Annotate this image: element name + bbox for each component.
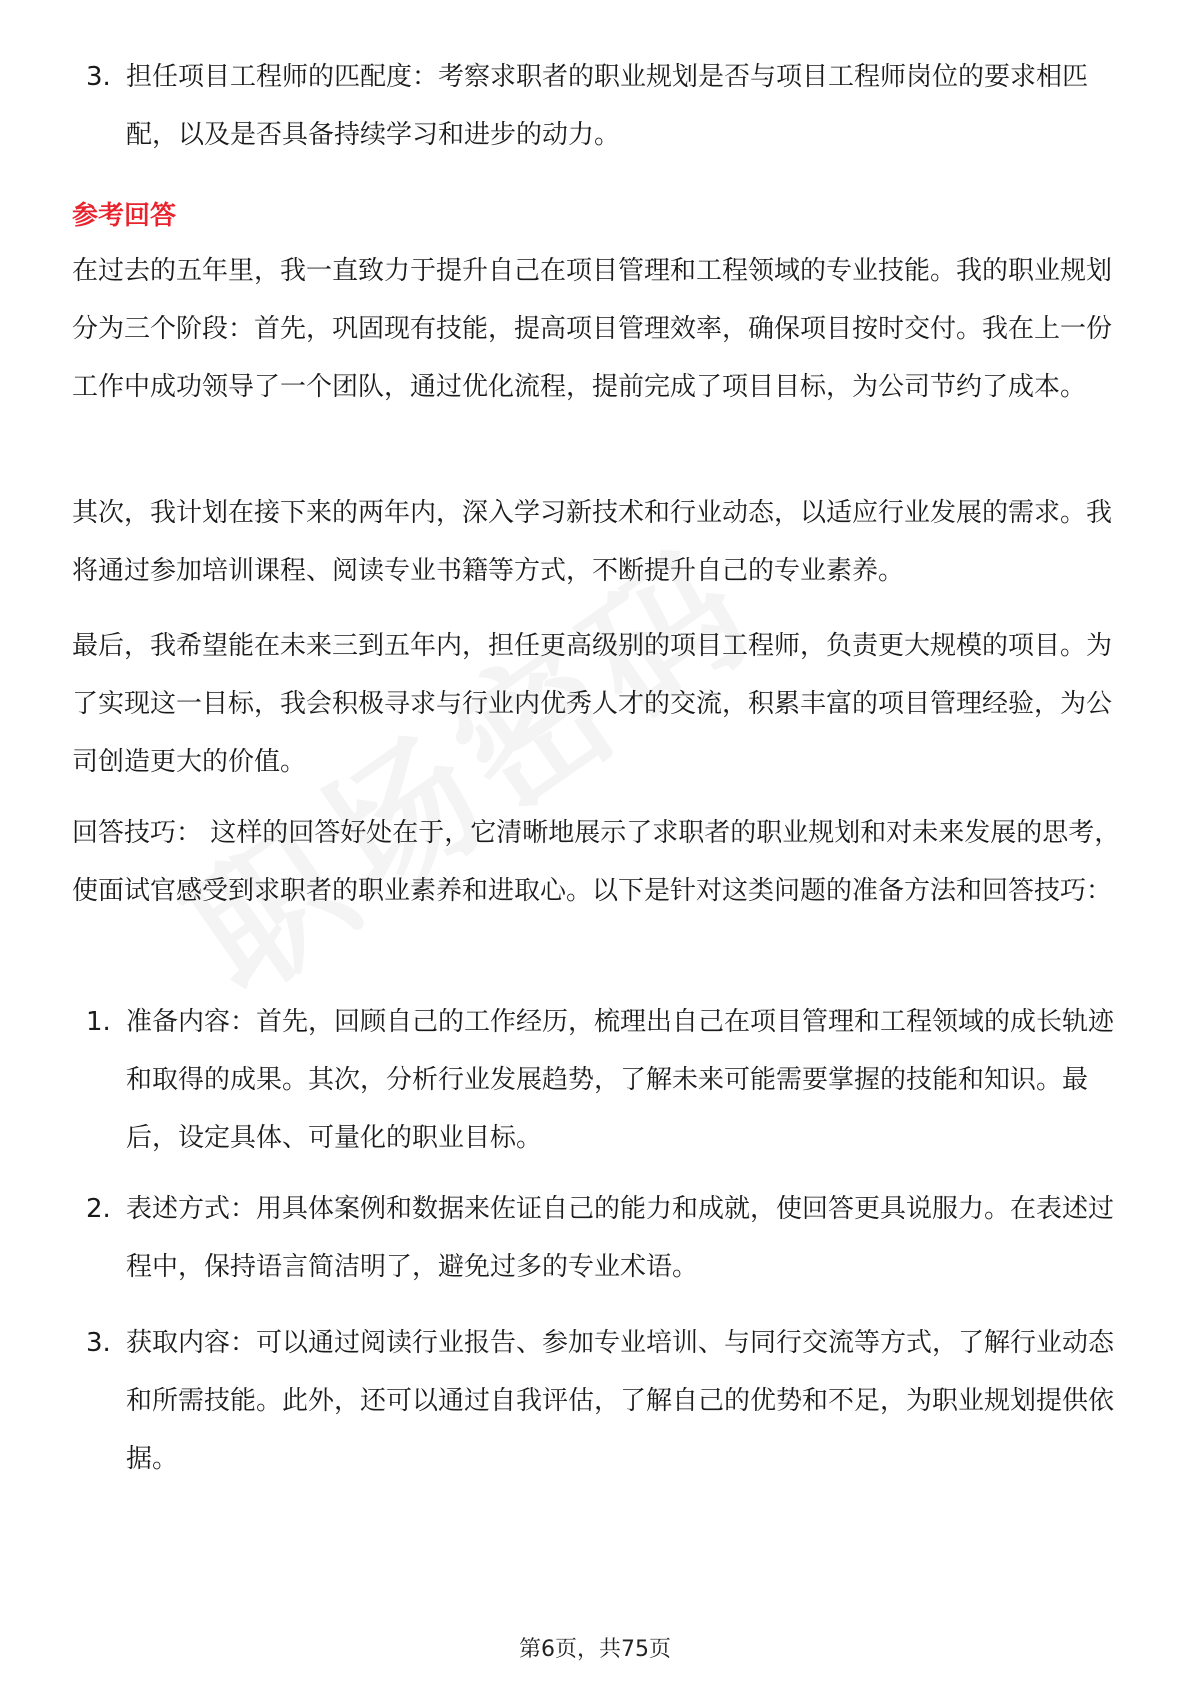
answer-paragraph-2: 其次，我计划在接下来的两年内，深入学习新技术和行业动态，以适应行业发展的需求。我将通过参加培训课程、阅读专业书籍等方式，不断提升自己的专业素养。 [72, 498, 1113, 586]
page-footer: 第6页，共75页 [519, 1637, 671, 1662]
tip-item-number: 2. [86, 1194, 111, 1224]
answer-paragraph-1: 在过去的五年里，我一直致力于提升自己在项目管理和工程领域的专业技能。我的职业规划分为三个阶段：首先，巩固现有技能，提高项目管理效率，确保项目按时交付。我在上一份工作中成功领导了一个团队，通过优化流程，提前完成了项目目标，为公司节约了成本。 [72, 256, 1113, 402]
tip-item-text: 准备内容：首先，回顾自己的工作经历，梳理出自己在项目管理和工程领域的成长轨迹和取得的成果。其次，分析行业发展趋势，了解未来可能需要掌握的技能和知识。最后，设定具体、可量化的职业目标。 [126, 1007, 1115, 1153]
tip-item-text: 表述方式：用具体案例和数据来佐证自己的能力和成就，使回答更具说服力。在表述过程中，保持语言简洁明了，避免过多的专业术语。 [126, 1194, 1115, 1282]
tip-item-2 [72, 1180, 1122, 1296]
section-heading: 参考回答 [72, 201, 177, 231]
tip-item-number: 3. [86, 1328, 111, 1358]
tip-item-1 [72, 993, 1122, 1167]
tip-item-text: 获取内容：可以通过阅读行业报告、参加专业培训、与同行交流等方式，了解行业动态和所需技能。此外，还可以通过自我评估，了解自己的优势和不足，为职业规划提供依据。 [126, 1328, 1115, 1474]
answer-tips-paragraph: 回答技巧： 这样的回答好处在于，它清晰地展示了求职者的职业规划和对未来发展的思考，使面试官感受到求职者的职业素养和进取心。以下是针对这类问题的准备方法和回答技巧： [72, 818, 1121, 906]
tip-item-number: 1. [86, 1007, 111, 1037]
criteria-item-text: 担任项目工程师的匹配度：考察求职者的职业规划是否与项目工程师岗位的要求相匹配，以及是否具备持续学习和进步的动力。 [126, 62, 1089, 150]
criteria-item-number: 3. [86, 62, 111, 92]
tip-item-3 [72, 1314, 1122, 1488]
answer-paragraph-3: 最后，我希望能在未来三到五年内，担任更高级别的项目工程师，负责更大规模的项目。为了实现这一目标，我会积极寻求与行业内优秀人才的交流，积累丰富的项目管理经验，为公司创造更大的价值。 [72, 631, 1113, 777]
criteria-item-3 [72, 48, 1122, 164]
